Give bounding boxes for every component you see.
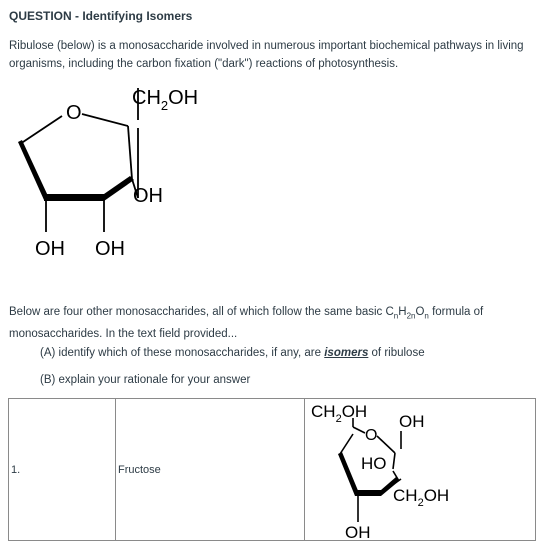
table-row (9, 399, 536, 541)
fructose-top-right-oh: OH (399, 412, 425, 431)
ribulose-ring-oxygen: O (66, 102, 82, 124)
subquestion-a: (A) identify which of these monosaccharides, if any, are isomers of ribulose (40, 347, 425, 359)
ribulose-structure (10, 84, 240, 264)
ribulose-left-oh: OH (35, 238, 65, 260)
isomers-link[interactable]: isomers (324, 347, 369, 359)
row-structure-cell (305, 399, 536, 541)
fructose-ring-oxygen: O (365, 427, 378, 444)
fructose-right-group: $CH_2OH$ (393, 486, 450, 509)
ribulose-middle-oh: OH (95, 238, 125, 260)
fructose-structure (305, 399, 536, 542)
ribulose-right-oh: OH (133, 185, 163, 207)
ribulose-top-group: $CH_2OH$ (132, 87, 199, 113)
row-number: 1. (9, 399, 116, 541)
fructose-bottom-oh: OH (345, 523, 371, 542)
row-sugar-name: Fructose (116, 399, 305, 541)
answer-table (8, 398, 536, 541)
question-title: QUESTION - Identifying Isomers (9, 9, 193, 23)
question-prompt: Below are four other monosaccharides, all of which follow the same basic $C_nH_{2n}O_n$ formula of monosaccharides. In the text field provided... (9, 306, 484, 341)
fructose-ho: HO (361, 454, 387, 473)
fructose-top-left-group: $CH_2OH$ (311, 402, 368, 425)
question-intro: Ribulose (below) is a monosaccharide involved in numerous important biochemical pathways in living organisms, including the carbon fixation ("dark") reactions of photosynthesis. (9, 40, 524, 70)
subquestion-b: (B) explain your rationale for your answer (40, 374, 251, 386)
